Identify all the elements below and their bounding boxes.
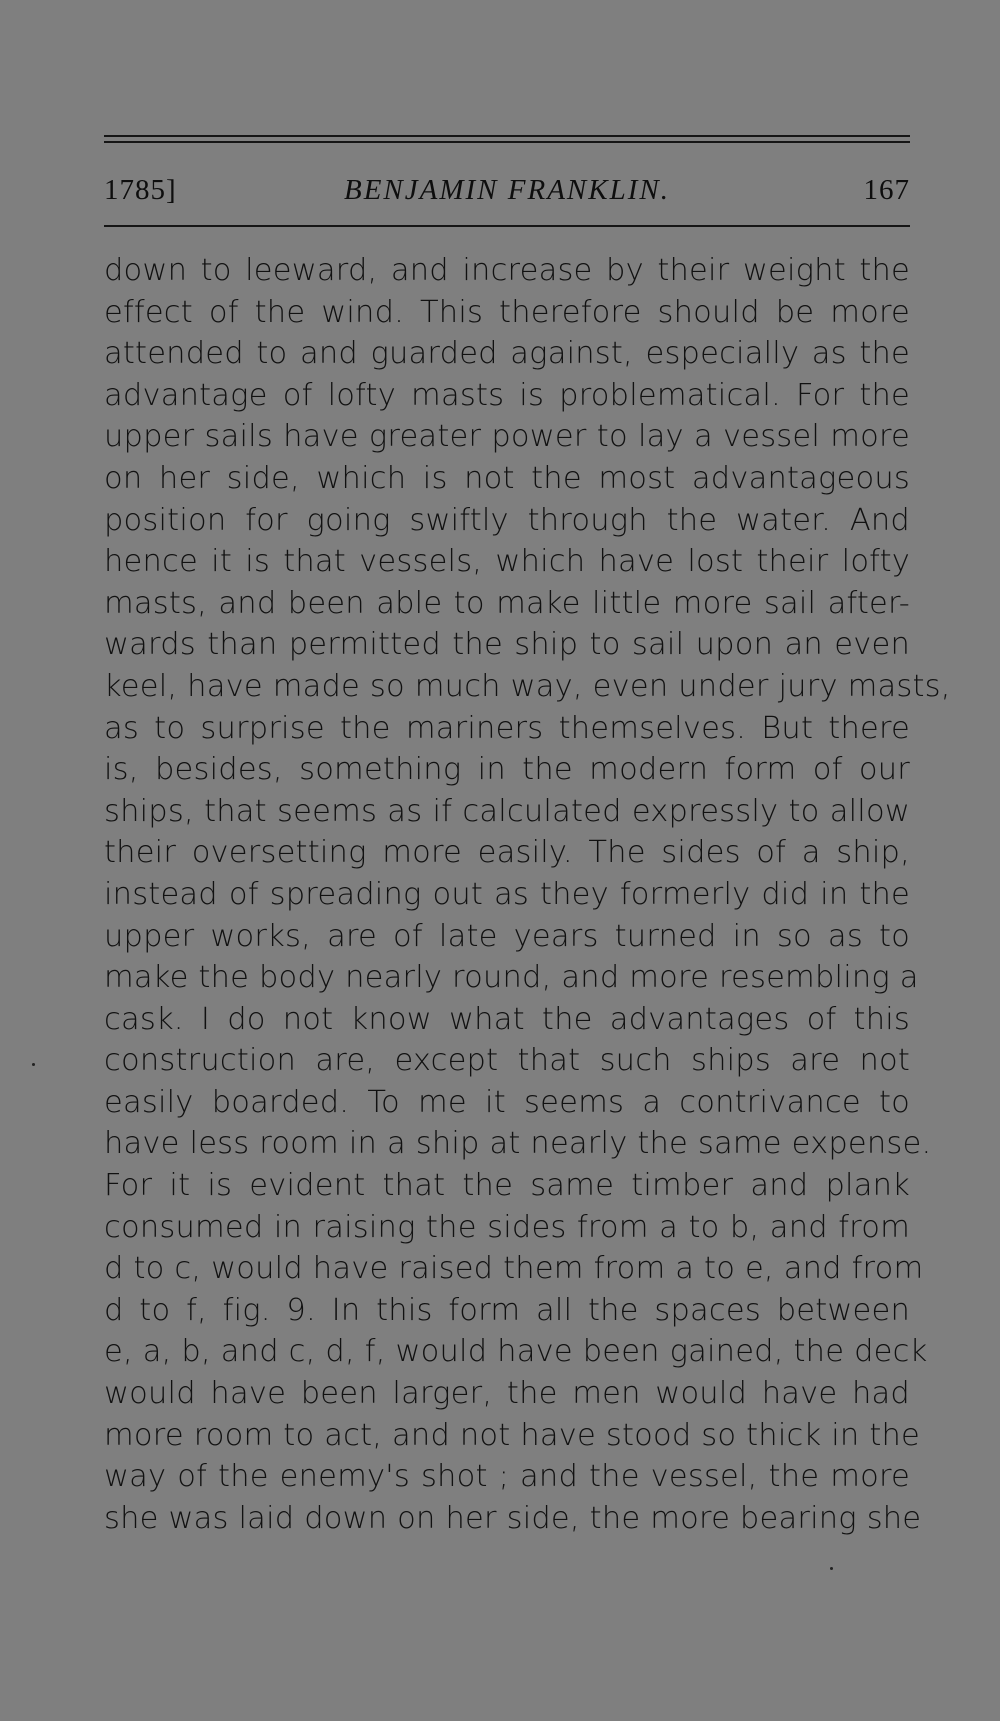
- text-line: d to f, fig. 9. In this form all the spaces between: [104, 1292, 910, 1328]
- text-line: cask. I do not know what the advantages of this: [104, 1001, 910, 1037]
- text-line: easily boarded. To me it seems a contrivance to: [104, 1084, 910, 1120]
- margin-speck: [830, 1567, 833, 1570]
- text-line: attended to and guarded against, especially as the: [104, 336, 910, 372]
- header-rule-top-inner: [104, 141, 910, 143]
- text-line: their oversetting more easily. The sides of a ship,: [104, 835, 910, 871]
- text-line: make the body nearly round, and more resembling a: [104, 960, 919, 996]
- text-line: advantage of lofty masts is problematical. For the: [104, 377, 910, 413]
- text-line: more room to act, and not have stood so thick in the: [104, 1417, 920, 1453]
- text-line: masts, and been able to make little more sail after-: [104, 585, 910, 621]
- running-head-title: BENJAMIN FRANKLIN.: [344, 174, 670, 206]
- text-line: position for going swiftly through the water. And: [104, 502, 910, 538]
- text-line: construction are, except that such ships are not: [104, 1043, 910, 1079]
- text-line: For it is evident that the same timber and plank: [104, 1168, 910, 1204]
- text-line: wards than permitted the ship to sail upon an even: [104, 627, 910, 663]
- header-rule-bottom: [104, 225, 910, 227]
- text-line: way of the enemy's shot ; and the vessel, the more: [104, 1459, 910, 1495]
- text-line: keel, have made so much way, even under jury masts,: [104, 668, 951, 704]
- text-line: would have been larger, the men would have had: [104, 1376, 910, 1412]
- text-line: down to leeward, and increase by their weight the: [104, 253, 910, 288]
- body-text: [104, 250, 951, 1539]
- page-number: 167: [863, 174, 910, 206]
- text-line: hence it is that vessels, which have lost their lofty: [104, 544, 910, 580]
- text-line: she was laid down on her side, the more bearing she: [104, 1500, 922, 1536]
- text-line: d to c, would have raised them from a to e, and from: [104, 1251, 924, 1287]
- header-rule-top: [104, 135, 910, 137]
- text-line: upper works, are of late years turned in so as to: [104, 918, 910, 954]
- margin-speck: [32, 1063, 35, 1066]
- running-head: [104, 170, 910, 210]
- text-line: is, besides, something in the modern form of our: [104, 752, 910, 788]
- text-line: upper sails have greater power to lay a vessel more: [104, 419, 910, 455]
- text-line: consumed in raising the sides from a to b, and from: [104, 1209, 910, 1245]
- text-line: as to surprise the mariners themselves. But there: [104, 710, 910, 746]
- running-head-year: 1785]: [104, 174, 177, 206]
- text-line: instead of spreading out as they formerly did in the: [104, 876, 910, 912]
- text-line: ships, that seems as if calculated expressly to allow: [104, 793, 910, 829]
- text-line: e, a, b, and c, d, f, would have been gained, the deck: [104, 1334, 928, 1370]
- text-line: on her side, which is not the most advantageous: [104, 460, 910, 496]
- text-line: have less room in a ship at nearly the same expense.: [104, 1126, 932, 1162]
- text-line: effect of the wind. This therefore should be more: [104, 294, 910, 330]
